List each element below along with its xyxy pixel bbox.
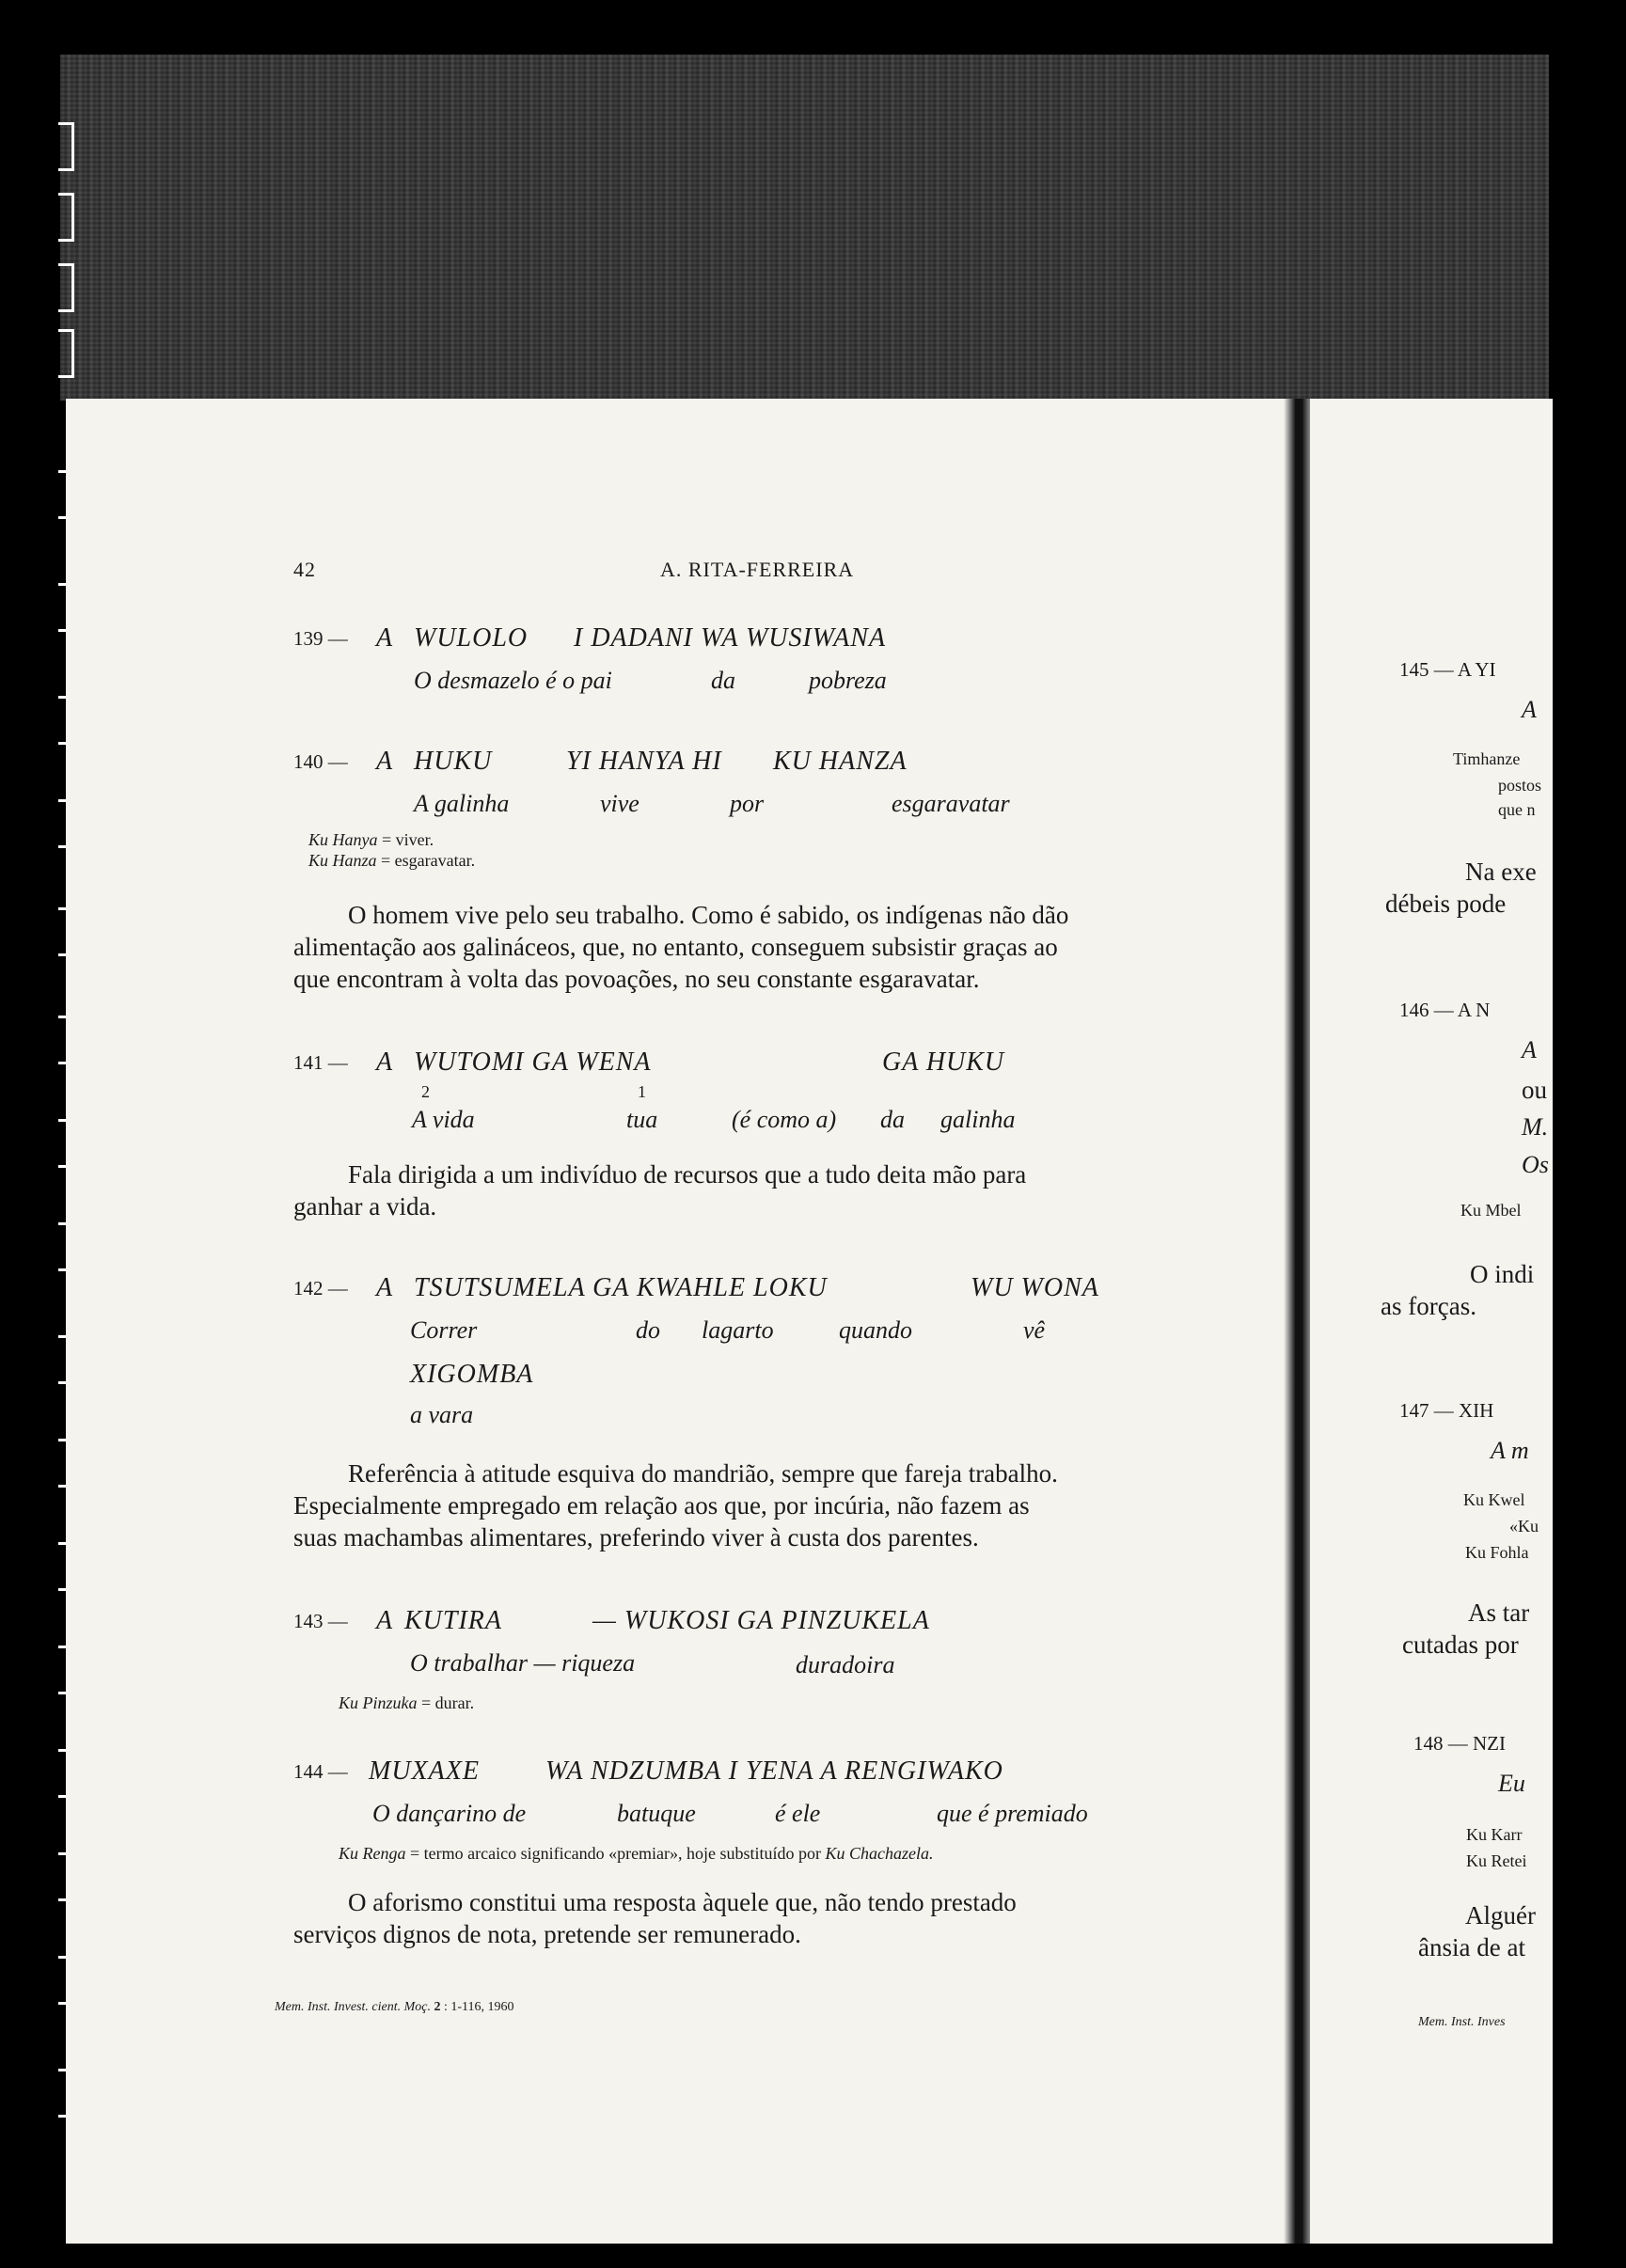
running-title: A. RITA-FERREIRA — [660, 558, 855, 581]
entry-number: 141 — — [293, 1051, 348, 1074]
word-order-mark: 1 — [638, 1082, 646, 1101]
gloss-word: é ele — [775, 1800, 821, 1827]
fragment-text: 147 — XIH — [1399, 1399, 1494, 1422]
commentary-line: suas machambas alimentares, preferindo viver à custa dos parentes. — [293, 1523, 979, 1551]
proverb-word: WA NDZUMBA I YENA A RENGIWAKO — [545, 1756, 1003, 1786]
fragment-text: 145 — A YI — [1399, 658, 1496, 681]
proverb-word: MUXAXE — [369, 1756, 480, 1786]
entry-number: 140 — — [293, 750, 348, 773]
fragment-text: 146 — A N — [1399, 999, 1491, 1021]
proverb-word: YI HANYA HI — [566, 747, 722, 776]
gloss-word: A galinha — [414, 790, 510, 817]
proverb-word: WULOLO — [414, 623, 529, 653]
gloss-word: pobreza — [809, 667, 887, 694]
gloss-word: que é premiado — [937, 1800, 1088, 1827]
commentary-line: Fala dirigida a um indivíduo de recursos que a tudo deita mão para — [348, 1160, 1027, 1189]
fragment-text: 148 — NZI — [1413, 1732, 1506, 1755]
gloss-word: por — [730, 790, 765, 817]
proverb-word: A — [376, 1606, 394, 1635]
proverb-word: A — [376, 623, 394, 653]
fragment-text: Timhanze — [1453, 749, 1521, 768]
gloss-word: (é como a) — [732, 1106, 837, 1133]
fragment-text: ou — [1522, 1076, 1547, 1104]
proverb-word: HUKU — [414, 747, 493, 776]
fragment-text: A — [1522, 696, 1537, 723]
fragment-text: as forças. — [1381, 1292, 1476, 1320]
right-page-fragment — [1310, 399, 1553, 2244]
fragment-text: que n — [1498, 800, 1536, 819]
gloss-word: galinha — [940, 1106, 1016, 1133]
lexical-note: Ku Pinzuka = durar. — [339, 1693, 475, 1712]
proverb-word: A — [376, 1273, 394, 1302]
fragment-text: Ku Mbel — [1460, 1201, 1522, 1220]
gloss-word: lagarto — [702, 1316, 774, 1344]
entry-number: 143 — — [293, 1610, 348, 1632]
fragment-text: Os — [1522, 1151, 1549, 1178]
gloss-word: do — [636, 1316, 660, 1344]
proverb-word: — WUKOSI GA PINZUKELA — [592, 1606, 930, 1635]
fragment-text: «Ku — [1509, 1517, 1539, 1536]
entry-number: 144 — — [293, 1760, 348, 1783]
fragment-text: M. — [1522, 1113, 1549, 1141]
fragment-text: Na exe — [1465, 858, 1537, 886]
proverb-word: KUTIRA — [404, 1606, 502, 1635]
gloss-word: duradoira — [796, 1651, 895, 1678]
gloss-word: vive — [600, 790, 639, 817]
fragment-text: Eu — [1498, 1770, 1525, 1797]
gloss-word: vê — [1023, 1316, 1046, 1344]
fragment-text: postos — [1498, 776, 1542, 795]
proverb-word: A — [376, 747, 394, 776]
fragment-text: Alguér — [1465, 1901, 1536, 1929]
gloss-word: tua — [626, 1106, 658, 1133]
fragment-text: Ku Karr — [1466, 1825, 1523, 1844]
gloss-word: A vida — [412, 1106, 475, 1133]
fragment-text: A m — [1491, 1437, 1529, 1464]
fragment-text: débeis pode — [1385, 890, 1507, 918]
commentary-line: O homem vive pelo seu trabalho. Como é sabido, os indígenas não dão — [348, 901, 1069, 929]
proverb-word: KU HANZA — [773, 747, 908, 776]
fragment-text: ânsia de at — [1418, 1933, 1525, 1961]
citation-footer: Mem. Inst. Invest. cient. Moç. 2 : 1-116, 1960 — [275, 2000, 514, 2014]
proverb-word: WU WONA — [971, 1273, 1099, 1302]
page-gutter — [1284, 399, 1310, 2244]
gloss-word: da — [711, 667, 735, 694]
fragment-text: As tar — [1468, 1599, 1530, 1627]
word-order-mark: 2 — [421, 1082, 430, 1101]
entry-number: 142 — — [293, 1277, 348, 1299]
fragment-text: O indi — [1470, 1260, 1535, 1288]
proverb-word: WUTOMI GA WENA — [414, 1047, 652, 1077]
commentary-line: Especialmente empregado em relação aos que, por incúria, não fazem as — [293, 1491, 1030, 1520]
commentary-line: ganhar a vida. — [293, 1192, 437, 1221]
fragment-text: Ku Retei — [1466, 1851, 1527, 1870]
gloss-word: O desmazelo é o pai — [414, 667, 612, 694]
proverb-word: TSUTSUMELA GA KWAHLE LOKU — [414, 1273, 828, 1302]
gloss-word: Correr — [410, 1316, 478, 1344]
entry-number: 139 — — [293, 627, 348, 650]
proverb-word: XIGOMBA — [410, 1360, 534, 1389]
lexical-note: Ku Renga = termo arcaico significando «premiar», hoje substituído por Ku Chachazela. — [339, 1844, 934, 1863]
commentary-line: serviços dignos de nota, pretende ser remunerado. — [293, 1920, 801, 1948]
commentary-line: alimentação aos galináceos, que, no entanto, conseguem subsistir graças ao — [293, 933, 1058, 961]
lexical-note: Ku Hanya = viver. — [308, 830, 434, 849]
left-page — [66, 399, 1294, 2244]
proverb-word: GA HUKU — [882, 1047, 1005, 1077]
fragment-text: cutadas por — [1402, 1630, 1519, 1659]
proverb-word: I DADANI WA WUSIWANA — [574, 623, 887, 653]
fragment-text: Ku Kwel — [1463, 1490, 1525, 1509]
proverb-word: A — [376, 1047, 394, 1077]
gloss-word: esgaravatar — [892, 790, 1010, 817]
gloss-word: da — [880, 1106, 905, 1133]
scanner-dark-band — [60, 55, 1549, 401]
commentary-line: Referência à atitude esquiva do mandrião, sempre que fareja trabalho. — [348, 1459, 1058, 1488]
commentary-line: O aforismo constitui uma resposta àquele que, não tendo prestado — [348, 1888, 1017, 1916]
page-number: 42 — [293, 558, 316, 581]
gloss-word: O dançarino de — [372, 1800, 527, 1827]
gloss-word: a vara — [410, 1401, 474, 1428]
lexical-note: Ku Hanza = esgaravatar. — [308, 851, 476, 870]
gloss-word: batuque — [617, 1800, 696, 1827]
gloss-word: quando — [839, 1316, 912, 1344]
gloss-word: O trabalhar — riqueza — [410, 1649, 636, 1677]
fragment-text: Ku Fohla — [1465, 1543, 1529, 1562]
commentary-line: que encontram à volta das povoações, no seu constante esgaravatar. — [293, 965, 980, 993]
fragment-text: A — [1522, 1036, 1537, 1063]
fragment-text: Mem. Inst. Inves — [1418, 2015, 1506, 2029]
